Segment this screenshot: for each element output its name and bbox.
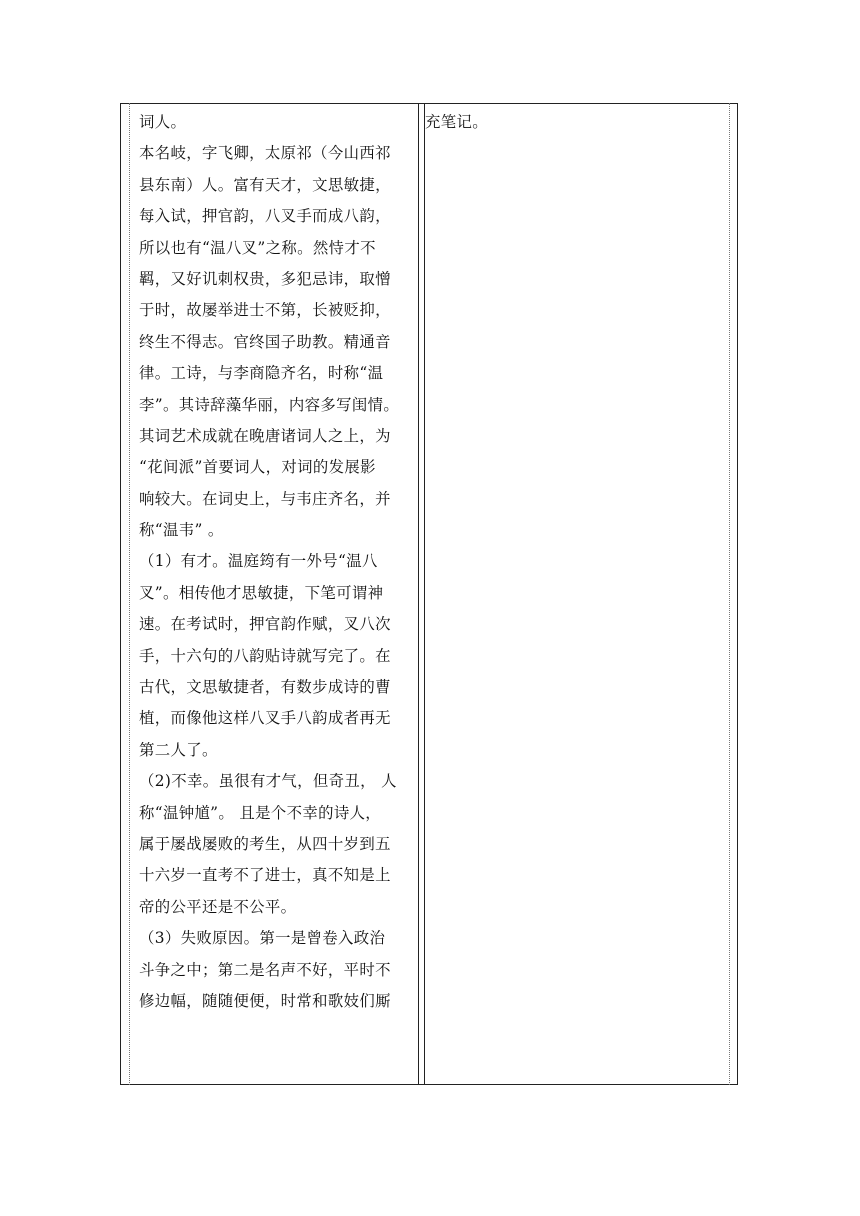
column-divider-right: [424, 103, 425, 1085]
left-column-line: 帝的公平还是不公平。: [139, 897, 297, 916]
left-column-line: 词人。: [139, 113, 187, 131]
left-column-line: 响较大。在词史上，与韦庄齐名，并: [139, 489, 391, 508]
left-column-line: 十六岁一直考不了进士，真不知是上: [139, 866, 391, 885]
left-column-line: 修边幅，随随便便，时常和歌妓们厮: [139, 991, 391, 1010]
left-column-line: （3）失败原因。第一是曾卷入政治: [139, 929, 386, 948]
table-bottom-border: [120, 1084, 738, 1085]
left-column-line: 速。在考试时，押官韵作赋，叉八次: [139, 615, 391, 634]
left-column-line: 叉”。相传他才思敏捷，下笔可谓神: [139, 583, 384, 602]
right-column-text: [425, 107, 725, 138]
left-column-line: 本名岐，字飞卿，太原祁（今山西祁: [139, 144, 391, 163]
left-column-line: 羁，又好讥刺权贵，多犯忌讳，取憎: [139, 269, 391, 288]
left-column-line: 终生不得志。官终国子助教。精通音: [139, 332, 391, 351]
left-column-line: “花间派”首要词人，对词的发展影: [139, 458, 376, 477]
left-column-line: （2)不幸。虽很有才气，但奇丑， 人: [139, 772, 397, 791]
left-column-line: 称“温钟馗”。 且是个不幸的诗人，: [139, 803, 382, 822]
left-column-line: 县东南）人。富有天才，文思敏捷，: [139, 175, 391, 194]
left-column-line: 每入试，押官韵，八叉手而成八韵，: [139, 207, 391, 226]
left-column-line: 所以也有“温八叉”之称。然恃才不: [139, 238, 376, 257]
left-column-line: 属于屡战屡败的考生，从四十岁到五: [139, 834, 391, 853]
notes-table: [120, 103, 738, 1085]
left-column-line: 手，十六句的八韵贴诗就写完了。在: [139, 646, 391, 665]
table-inner-left-border: [129, 103, 130, 1085]
left-column-line: 律。工诗，与李商隐齐名，时称“温: [139, 364, 384, 383]
right-column-line: 充笔记。: [425, 113, 488, 131]
left-column-line: 斗争之中；第二是名声不好，平时不: [139, 960, 391, 979]
left-column-line: 称“温韦” 。: [139, 521, 224, 540]
left-column-line: 第二人了。: [139, 740, 218, 759]
left-column-line: 李”。其诗辞藻华丽，内容多写闺情。: [139, 395, 400, 414]
table-outer-left-border: [120, 103, 121, 1085]
table-top-border: [120, 103, 738, 104]
left-column-line: 于时，故屡举进士不第，长被贬抑，: [139, 301, 391, 320]
left-column-text: [139, 107, 423, 1017]
left-column-line: 古代，文思敏捷者，有数步成诗的曹: [139, 678, 391, 697]
left-column-line: 其词艺术成就在晚唐诸词人之上，为: [139, 426, 391, 445]
left-column-line: （1）有才。温庭筠有一外号“温八: [139, 552, 378, 571]
left-column-line: 植，而像他这样八叉手八韵成者再无: [139, 709, 391, 728]
table-inner-right-border: [729, 103, 730, 1085]
table-outer-right-border: [737, 103, 738, 1085]
